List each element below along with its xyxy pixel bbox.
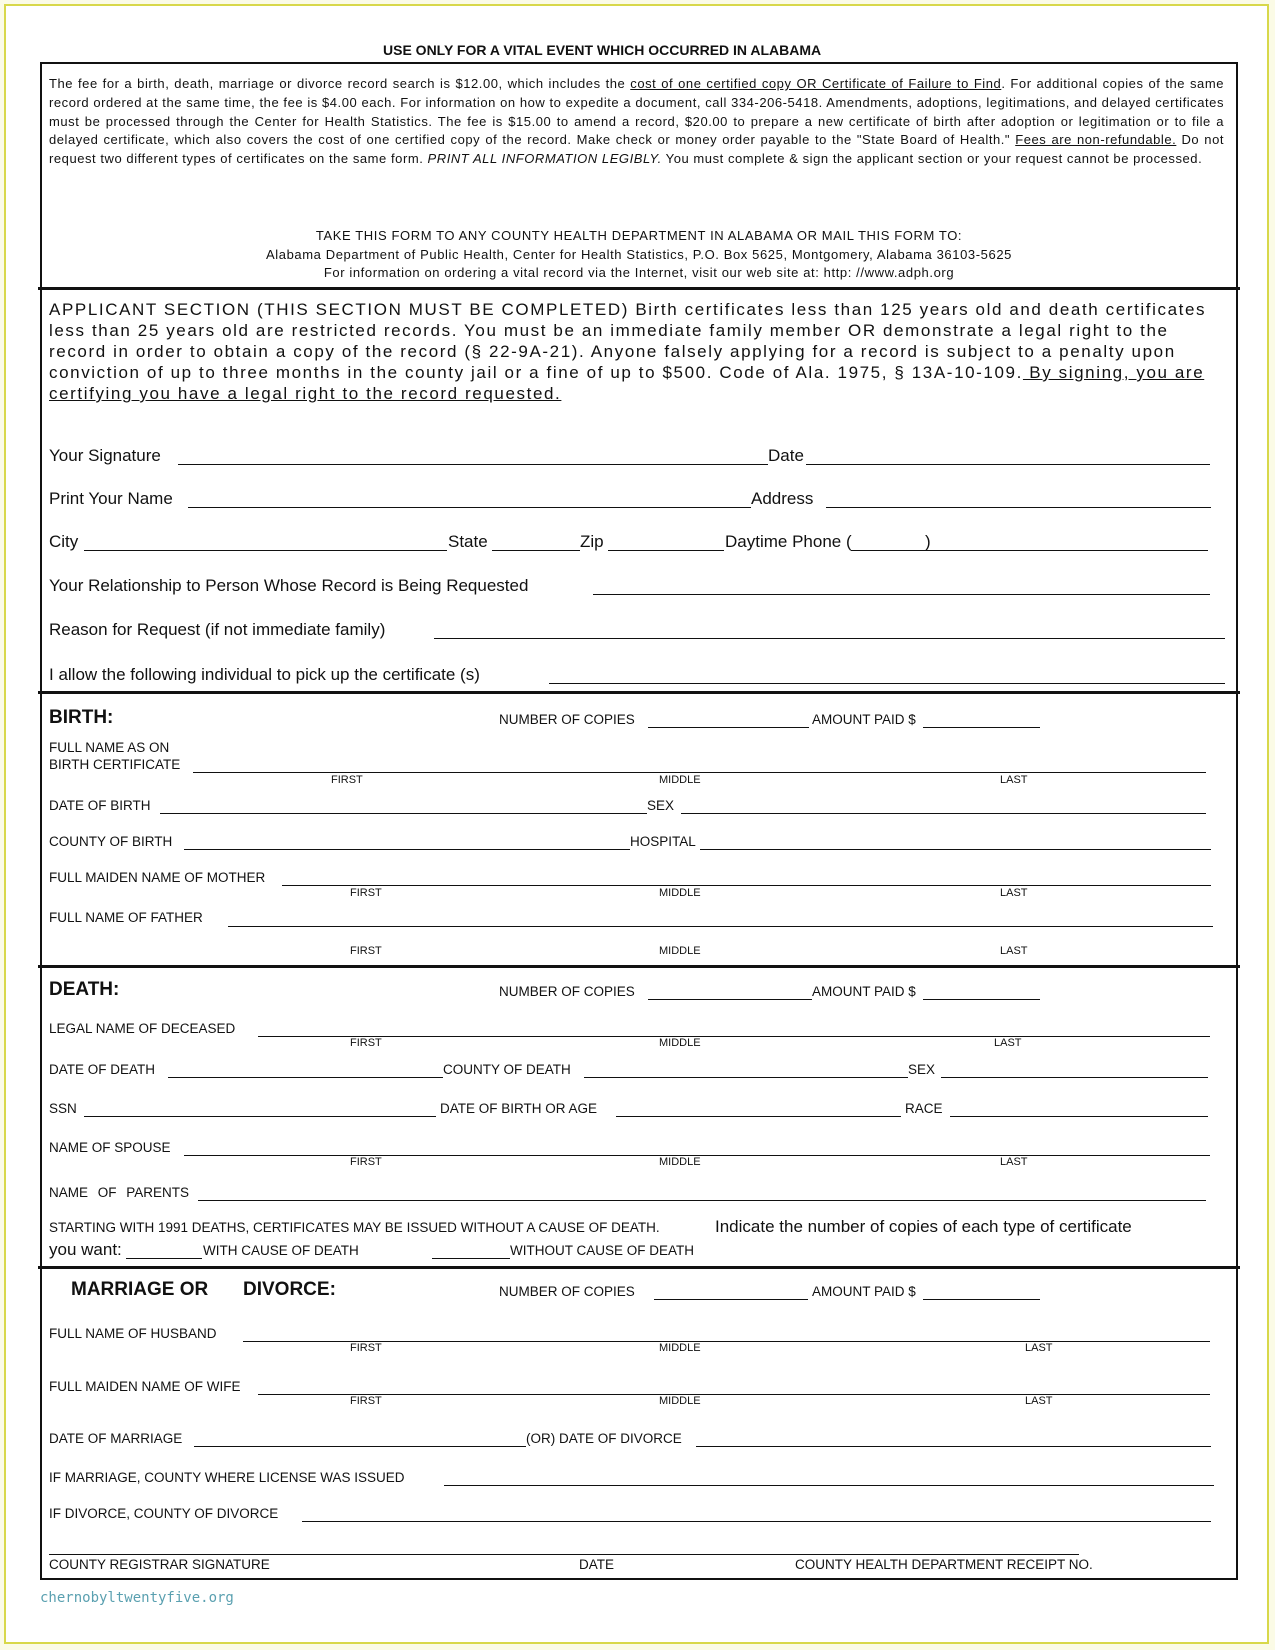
without-cause-count-field[interactable]: [432, 1258, 510, 1259]
state-field[interactable]: [492, 550, 580, 551]
license-county-field[interactable]: [444, 1485, 1214, 1486]
form-heading: USE ONLY FOR A VITAL EVENT WHICH OCCURRED IN ALABAMA: [383, 42, 822, 58]
death-parents-label: NAME OF PARENTS: [49, 1185, 190, 1200]
signature-field[interactable]: [178, 464, 768, 465]
death-ssn-label: SSN: [49, 1101, 77, 1116]
address-field[interactable]: [826, 507, 1211, 508]
death-note-emphasis: Indicate the number of copies of each type of certificate: [715, 1217, 1132, 1236]
death-parents-field[interactable]: [198, 1200, 1206, 1201]
death-amount-label: AMOUNT PAID $: [812, 984, 916, 999]
pickup-field[interactable]: [549, 683, 1225, 684]
wife-last-caption: LAST: [1025, 1395, 1053, 1407]
registrar-signature-field[interactable]: [49, 1554, 1079, 1555]
death-ssn-field[interactable]: [84, 1116, 436, 1117]
mail-line-1: TAKE THIS FORM TO ANY COUNTY HEALTH DEPARTMENT IN ALABAMA OR MAIL THIS FORM TO:: [315, 228, 963, 243]
divorce-county-label: IF DIVORCE, COUNTY OF DIVORCE: [49, 1506, 279, 1521]
birth-copies-field[interactable]: [648, 727, 809, 728]
phone-area-code-field[interactable]: [851, 550, 931, 551]
city-label: City: [49, 532, 79, 551]
birth-copies-label: NUMBER OF COPIES: [499, 712, 635, 727]
mother-first-caption: FIRST: [350, 887, 382, 899]
death-amount-field[interactable]: [923, 999, 1040, 1000]
birth-full-name-field[interactable]: [193, 772, 1206, 773]
birth-first-caption: FIRST: [331, 774, 363, 786]
fee-text-italic: PRINT ALL INFORMATION LEGIBLY.: [427, 151, 662, 167]
death-copies-label: NUMBER OF COPIES: [499, 984, 635, 999]
date-label: Date: [768, 446, 804, 465]
birth-hospital-label: HOSPITAL: [630, 834, 696, 849]
deceased-last-caption: LAST: [994, 1037, 1022, 1049]
birth-mother-label: FULL MAIDEN NAME OF MOTHER: [49, 870, 266, 885]
fee-text-4: You must complete & sign the applicant section or your request cannot be processed.: [661, 151, 1203, 167]
applicant-intro-underlined: By signing, you are certifying you have a legal right to the record requested.: [49, 363, 1205, 403]
fee-info-text: [49, 75, 1224, 169]
birth-amount-field[interactable]: [923, 727, 1040, 728]
mother-last-caption: LAST: [1000, 887, 1028, 899]
birth-father-label: FULL NAME OF FATHER: [49, 910, 203, 925]
birth-sex-field[interactable]: [681, 813, 1206, 814]
without-cause-label: WITHOUT CAUSE OF DEATH: [510, 1243, 695, 1258]
divorce-date-field[interactable]: [696, 1446, 1211, 1447]
date-field[interactable]: [806, 464, 1210, 465]
print-name-label: Print Your Name: [49, 489, 173, 508]
death-sex-label: SEX: [908, 1062, 936, 1077]
with-cause-count-field[interactable]: [126, 1258, 202, 1259]
spouse-middle-caption: MIDDLE: [659, 1156, 701, 1168]
death-date-label: DATE OF DEATH: [49, 1062, 156, 1077]
fee-text-2: . For additional copies of the same record ordered at the same time, the fee is $4.00 each. For information on how to expedite a document, call 334-206-5418. Amendments, adoptions, legitimations, and delayed certificates must be processed through the Center for Health Statistics. The fee is $15.00 to amend a record, $20.00 to prepare a new certificate of birth after adoption or legitimation or to file a delayed certificate, which also covers the cost of one certified copy of the record. Make check or money order payable to the "State Board of Health.": [49, 76, 1224, 148]
birth-last-caption: LAST: [1000, 774, 1028, 786]
mail-line-2: Alabama Department of Public Health, Center for Health Statistics, P.O. Box 5625, Montgomery, Alabama 36103-5625: [266, 246, 1012, 262]
death-dob-age-field[interactable]: [616, 1116, 901, 1117]
birth-county-label: COUNTY OF BIRTH: [49, 834, 173, 849]
fee-text-1: The fee for a birth, death, marriage or divorce record search is $12.00, which includes the: [49, 76, 631, 91]
marriage-date-label: DATE OF MARRIAGE: [49, 1431, 183, 1446]
father-middle-caption: MIDDLE: [659, 945, 701, 957]
reason-field[interactable]: [434, 638, 1225, 639]
phone-label: Daytime Phone (: [725, 532, 852, 551]
deceased-middle-caption: MIDDLE: [659, 1037, 701, 1049]
death-copies-field[interactable]: [648, 999, 812, 1000]
mother-middle-caption: MIDDLE: [659, 887, 701, 899]
reason-label: Reason for Request (if not immediate family): [49, 620, 386, 639]
marriage-title: MARRIAGE OR: [71, 1279, 209, 1300]
pickup-label: I allow the following individual to pick up the certificate (s): [49, 665, 480, 684]
husband-last-caption: LAST: [1025, 1342, 1053, 1354]
mail-instructions: [42, 227, 1236, 283]
applicant-intro-text: APPLICANT SECTION (THIS SECTION MUST BE COMPLETED) Birth certificates less than 125 years old and death certificates less than 25 years old are restricted records. You must be an immediate family member OR demonstrate a legal right to the record in order to obtain a copy of the record (§ 22-9A-21). Anyone falsely applying for a record is subject to a penalty upon conviction of up to three months in the county jail or a fine of up to $500. Code of Ala. 1975, § 13A-10-109.: [49, 300, 1207, 382]
birth-hospital-field[interactable]: [700, 849, 1211, 850]
applicant-intro: [49, 299, 1229, 404]
death-you-want-label: you want:: [49, 1240, 122, 1259]
license-county-label: IF MARRIAGE, COUNTY WHERE LICENSE WAS ISSUED: [49, 1470, 405, 1485]
husband-first-caption: FIRST: [350, 1342, 382, 1354]
birth-sex-label: SEX: [647, 798, 675, 813]
birth-dob-field[interactable]: [160, 813, 647, 814]
marriage-amount-label: AMOUNT PAID $: [812, 1284, 916, 1299]
marriage-copies-field[interactable]: [654, 1299, 808, 1300]
registrar-date-label: DATE: [579, 1557, 615, 1572]
death-sex-field[interactable]: [941, 1077, 1208, 1078]
death-legal-name-field[interactable]: [258, 1036, 1210, 1037]
death-county-field[interactable]: [584, 1077, 908, 1078]
fee-text-underlined-1: cost of one certified copy OR Certificate of Failure to Find: [630, 76, 1002, 91]
birth-middle-caption: MIDDLE: [659, 774, 701, 786]
husband-name-field[interactable]: [243, 1341, 1210, 1342]
marriage-amount-field[interactable]: [923, 1299, 1040, 1300]
death-date-field[interactable]: [168, 1077, 443, 1078]
death-note: STARTING WITH 1991 DEATHS, CERTIFICATES MAY BE ISSUED WITHOUT A CAUSE OF DEATH.: [49, 1220, 660, 1235]
father-last-caption: LAST: [1000, 945, 1028, 957]
birth-amount-label: AMOUNT PAID $: [812, 712, 916, 727]
signature-label: Your Signature: [49, 446, 161, 465]
phone-field[interactable]: [931, 550, 1208, 551]
death-race-label: RACE: [905, 1101, 943, 1116]
divorce-county-field[interactable]: [302, 1521, 1211, 1522]
zip-label: Zip: [580, 532, 604, 551]
death-title: DEATH:: [49, 979, 120, 1000]
death-county-label: COUNTY OF DEATH: [443, 1062, 571, 1077]
fee-text-3: Do not request two different types of certificates on the same form.: [49, 132, 1225, 167]
spouse-first-caption: FIRST: [350, 1156, 382, 1168]
death-race-field[interactable]: [950, 1116, 1208, 1117]
birth-father-field[interactable]: [228, 926, 1213, 927]
marriage-copies-label: NUMBER OF COPIES: [499, 1284, 635, 1299]
receipt-number-label: COUNTY HEALTH DEPARTMENT RECEIPT NO.: [795, 1557, 1093, 1572]
husband-name-label: FULL NAME OF HUSBAND: [49, 1326, 217, 1341]
father-first-caption: FIRST: [350, 945, 382, 957]
birth-title: BIRTH:: [49, 707, 114, 728]
birth-box: [40, 693, 1238, 965]
registrar-signature-label: COUNTY REGISTRAR SIGNATURE: [49, 1557, 270, 1572]
death-dob-age-label: DATE OF BIRTH OR AGE: [440, 1101, 598, 1116]
wife-first-caption: FIRST: [350, 1395, 382, 1407]
mail-line-3: For information on ordering a vital record via the Internet, visit our web site at: http: //www.adph.org: [323, 265, 955, 280]
divorce-date-label: (OR) DATE OF DIVORCE: [526, 1431, 682, 1446]
birth-dob-label: DATE OF BIRTH: [49, 798, 151, 813]
husband-middle-caption: MIDDLE: [659, 1342, 701, 1354]
address-label: Address: [751, 489, 814, 508]
birth-full-name-label-1: FULL NAME AS ON: [49, 740, 170, 755]
relationship-field[interactable]: [593, 594, 1210, 595]
spouse-last-caption: LAST: [1000, 1156, 1028, 1168]
marriage-date-field[interactable]: [194, 1446, 526, 1447]
wife-name-field[interactable]: [258, 1394, 1210, 1395]
with-cause-label: WITH CAUSE OF DEATH: [203, 1243, 359, 1258]
birth-full-name-label-2: BIRTH CERTIFICATE: [49, 757, 181, 772]
birth-county-field[interactable]: [184, 849, 630, 850]
wife-middle-caption: MIDDLE: [659, 1395, 701, 1407]
deceased-first-caption: FIRST: [350, 1037, 382, 1049]
city-field[interactable]: [84, 550, 447, 551]
state-label: State: [448, 532, 488, 551]
print-name-field[interactable]: [188, 507, 751, 508]
death-legal-name-label: LEGAL NAME OF DECEASED: [49, 1021, 236, 1036]
relationship-label: Your Relationship to Person Whose Record is Being Requested: [49, 576, 529, 595]
phone-close-paren: ): [925, 532, 931, 551]
fee-text-underlined-2: Fees are non-refundable.: [1015, 132, 1177, 148]
birth-mother-field[interactable]: [282, 885, 1211, 886]
death-spouse-label: NAME OF SPOUSE: [49, 1140, 171, 1155]
zip-field[interactable]: [608, 550, 724, 551]
marriage-box: [40, 1268, 1238, 1580]
divorce-title: DIVORCE:: [243, 1279, 336, 1300]
watermark: chernobyltwentyfive.org: [40, 1590, 234, 1606]
wife-name-label: FULL MAIDEN NAME OF WIFE: [49, 1379, 241, 1394]
